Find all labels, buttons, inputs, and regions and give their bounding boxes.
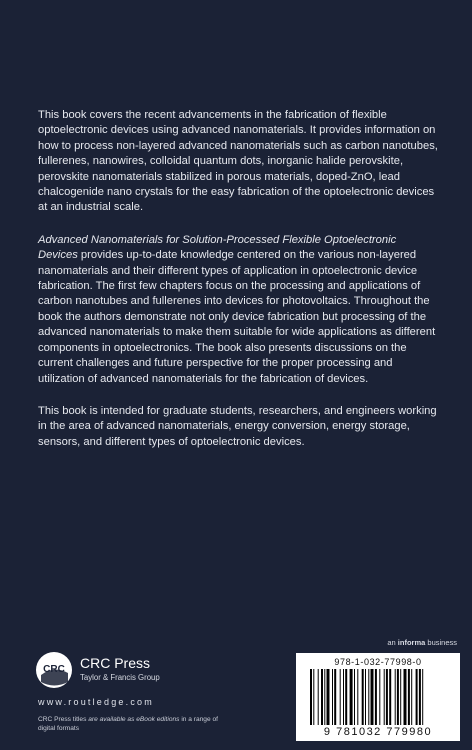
barcode-bar	[318, 669, 319, 725]
description-paragraph-3: This book is intended for graduate students, researchers, and engineers working in the area of advanced nanomaterials, energy conversion, energy storage, sensors, and different types of optoelectronic devices.	[38, 404, 437, 448]
book-description	[38, 108, 438, 467]
barcode-bar	[384, 669, 385, 725]
isbn-text: 978-1-032-77998-0	[334, 657, 422, 667]
informa-business-label: an informa business	[387, 638, 457, 647]
barcode-bar	[310, 669, 312, 725]
barcode-bar	[345, 669, 347, 725]
barcode-bar	[324, 669, 325, 725]
barcode-bar	[375, 669, 377, 725]
barcode-bar	[397, 669, 399, 725]
barcode-bar	[419, 669, 421, 725]
barcode-bar	[411, 669, 412, 725]
barcode-bar	[357, 669, 358, 725]
ebook-note: CRC Press titles are available as eBook editions in a range of digital formats	[38, 716, 218, 732]
barcode-bar	[362, 669, 364, 725]
crc-press-logo-icon	[35, 651, 73, 689]
informa-brand: informa	[397, 638, 426, 647]
barcode-bar	[350, 669, 353, 725]
barcode-bar	[386, 669, 388, 725]
barcode-bar	[389, 669, 391, 725]
barcode-bar	[327, 669, 330, 725]
barcode-bar	[343, 669, 344, 725]
barcode-bar	[379, 669, 380, 725]
barcode-bar	[400, 669, 401, 725]
ean-digits: 9 781032 779980	[323, 726, 433, 738]
barcode-bar	[313, 669, 314, 725]
barcode-bar	[395, 669, 396, 725]
crc-logo-text: CRC	[43, 664, 65, 675]
description-paragraph-2	[38, 233, 438, 387]
publisher-group: Taylor & Francis Group	[80, 673, 160, 682]
description-paragraph-1: This book covers the recent advancements in the fabrication of flexible optoelectronic devices using advanced nanomaterials. It provides information on how to process non-layered advanced nanomaterials such as carbon nanotubes, fullerenes, nanowires, colloidal quantum dots, inorganic halide perovskite, perovskite nanomaterials stabilized in porous materials, doped-ZnO, lead chalcogenide nano crystals for the easy fabrication of the optoelectronic devices at an industrial scale.	[38, 109, 438, 214]
barcode-bar	[404, 669, 407, 725]
barcode-bar	[408, 669, 410, 725]
publisher-website-link[interactable]: www.routledge.com	[38, 697, 154, 707]
barcode-bar	[365, 669, 366, 725]
isbn-barcode	[296, 653, 460, 741]
barcode-bar	[340, 669, 341, 725]
description-paragraph-2-text: provides up-to-date knowledge centered on the various non-layered nanomaterials and their different types of application in optoelectronic device fabrication. The first few chapters focus on the processing and applications of carbon nanotubes and fullerenes into devices for photovoltaics. Throughout the book the authors demonstrate not only device fabrication but processing of the advanced nanomaterials to make them suitable for wide applications as different components in optoelectronics. The book also presents discussions on the current challenges and future perspective for the proper processing and utilization of advanced nanomaterials for the fabrication of devices.	[38, 249, 436, 385]
barcode-bars	[310, 669, 452, 725]
barcode-bar	[368, 669, 369, 725]
barcode-bar	[354, 669, 355, 725]
publisher-name: CRC Press	[80, 655, 151, 671]
barcode-bar	[416, 669, 418, 725]
barcode-bar	[334, 669, 336, 725]
barcode-bar	[321, 669, 323, 725]
barcode-bar	[332, 669, 333, 725]
book-title-italic: Advanced Nanomaterials for Solution-Processed Flexible Optoelectronic Devices	[38, 233, 397, 262]
barcode-bar	[371, 669, 374, 725]
barcode-bar	[422, 669, 423, 725]
